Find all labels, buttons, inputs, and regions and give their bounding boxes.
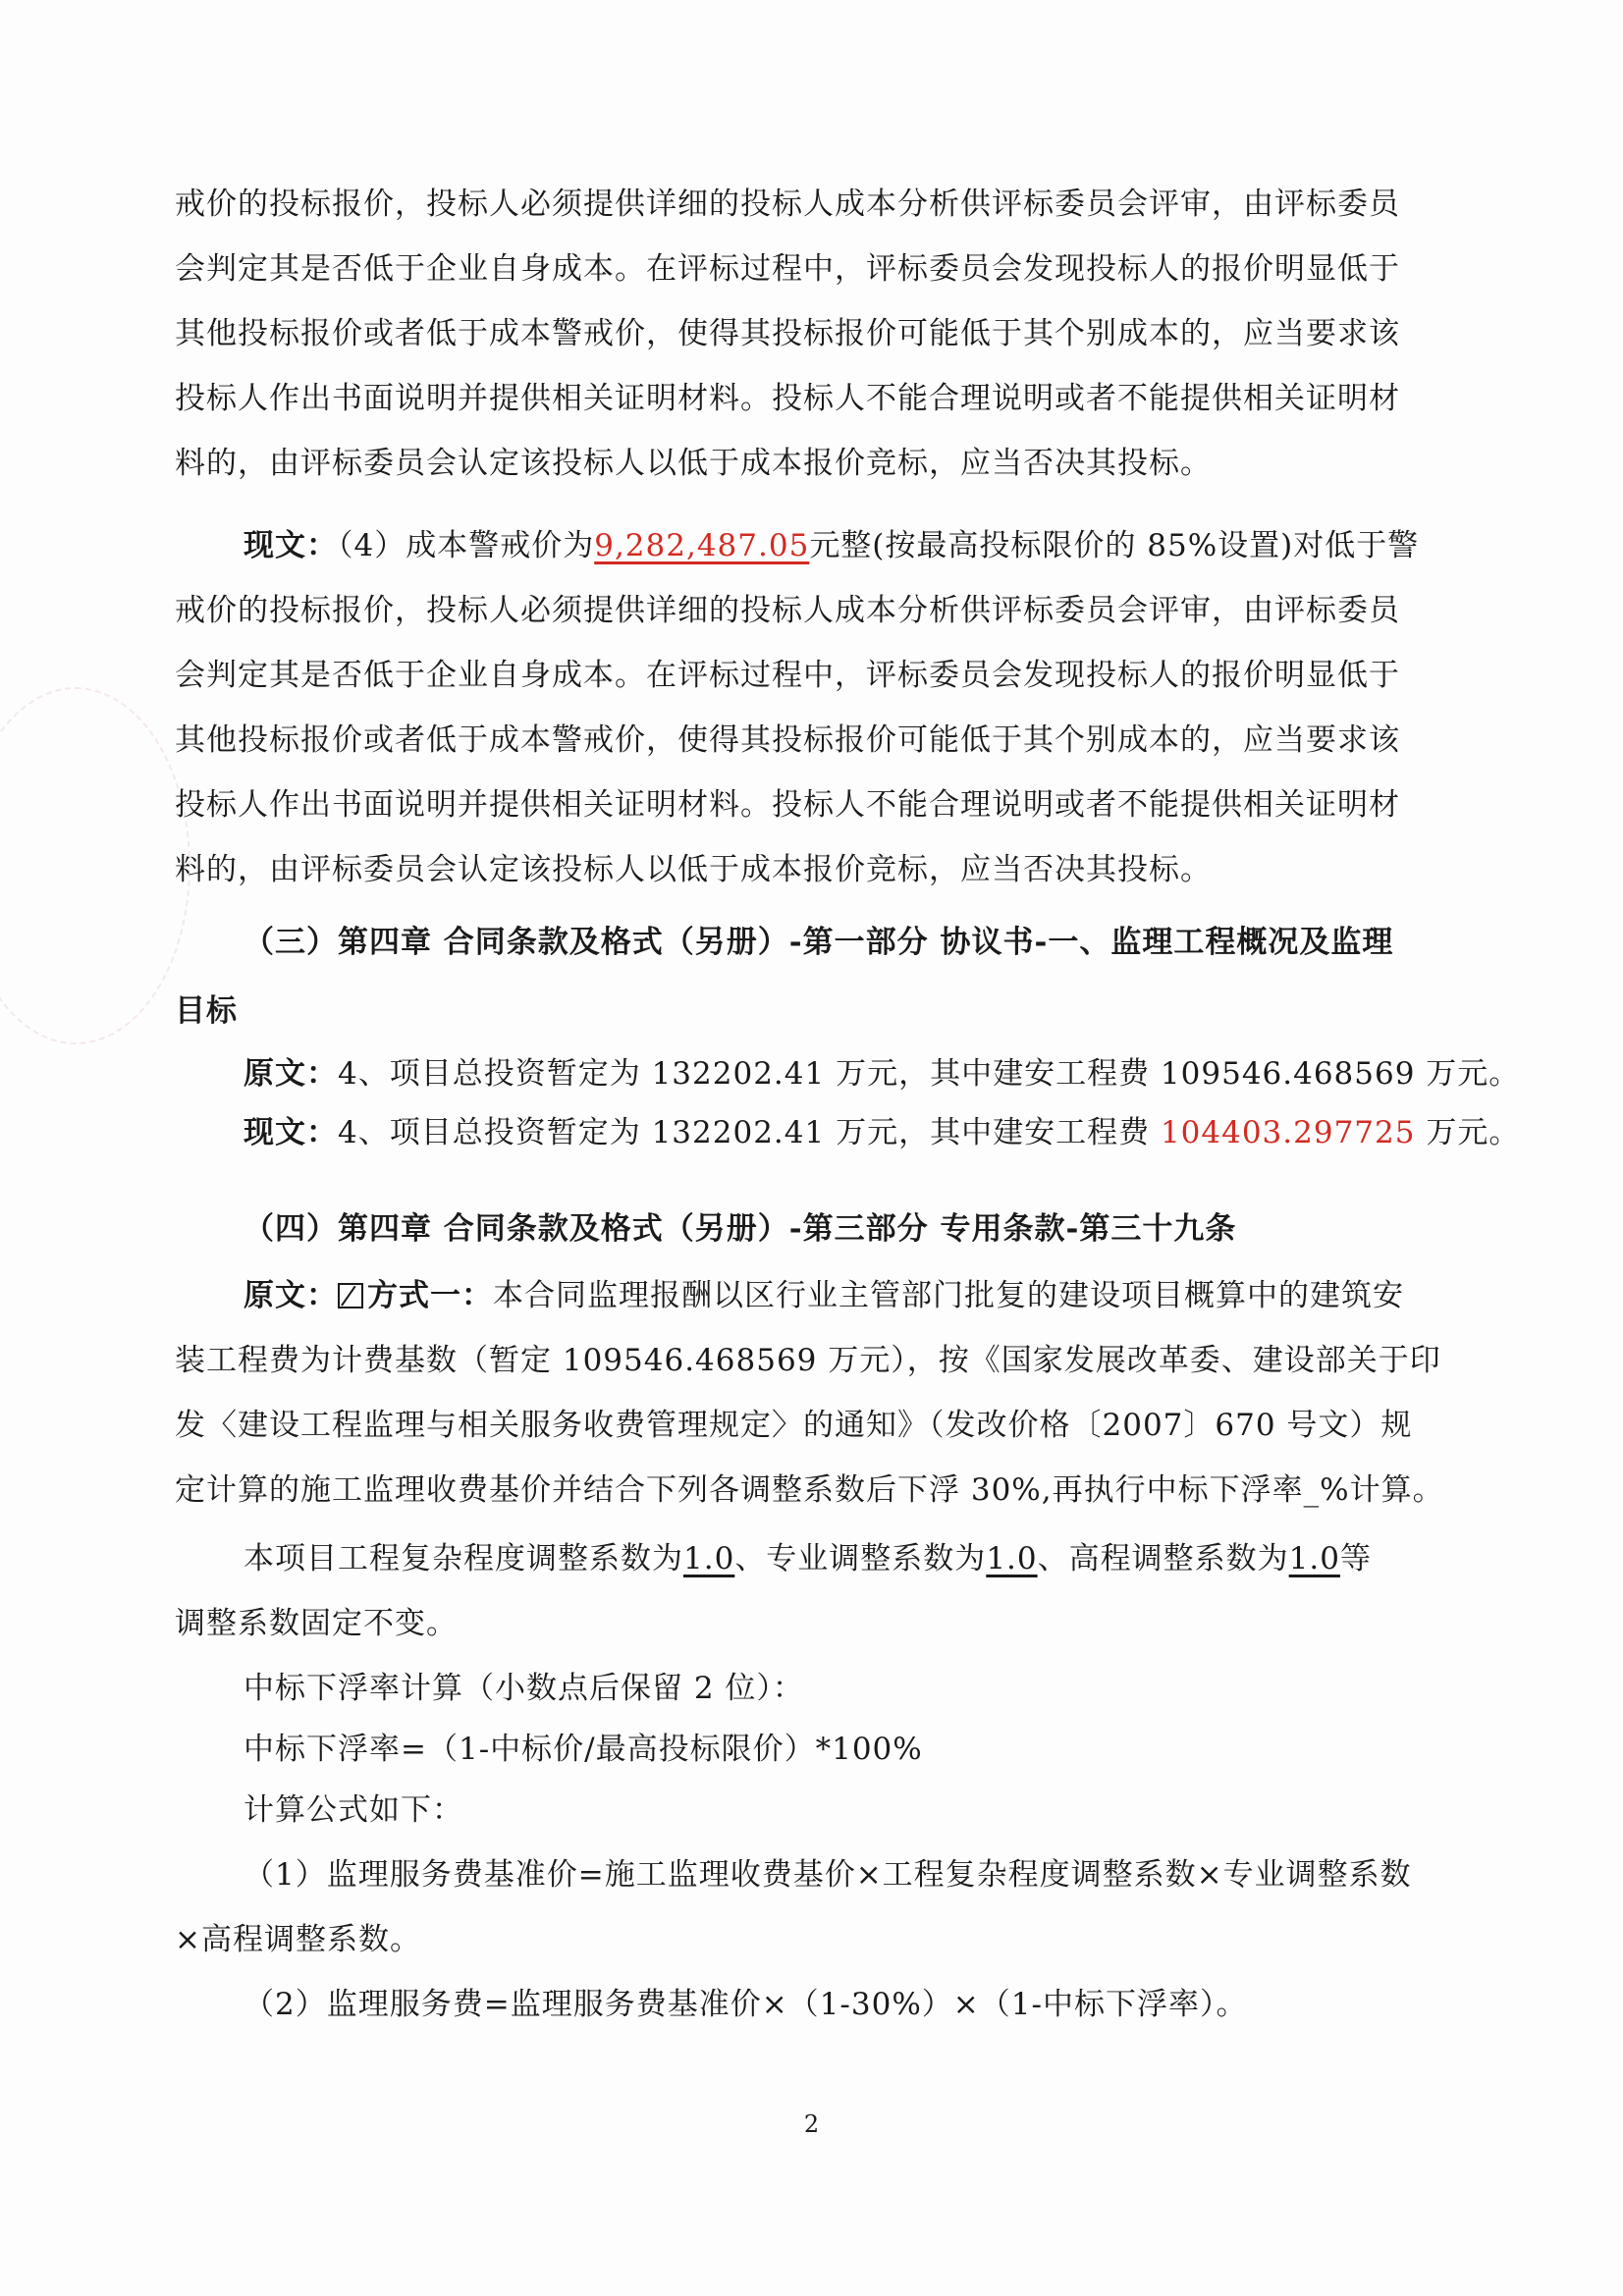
paragraph-line: 料的，由评标委员会认定该投标人以低于成本报价竞标，应当否决其投标。 [175, 852, 1212, 887]
formula-two: （2）监理服务费=监理服务费基准价×（1-30%）×（1-中标下浮率）。 [243, 1987, 1248, 2022]
paragraph-line: 戒价的投标报价，投标人必须提供详细的投标人成本分析供评标委员会评审，由评标委员 [175, 187, 1400, 222]
section-four-original-line [243, 1266, 1520, 1325]
original-text-label: 原文： [243, 1278, 338, 1313]
page-number: 2 [803, 2110, 820, 2138]
method-one-label: 方式一： [367, 1278, 493, 1313]
cost-warning-price: 9,282,487.05 [594, 528, 810, 563]
original-text: 4、项目总投资暂定为 132202.41 万元，其中建安工程费 109546.468569 万元。 [338, 1056, 1521, 1092]
section-three-original [243, 1044, 1520, 1103]
paragraph-line: 投标人作出书面说明并提供相关证明材料。投标人不能合理说明或者不能提供相关证明材 [175, 381, 1400, 416]
paragraph-line: 调整系数固定不变。 [175, 1606, 458, 1641]
section-three-current [243, 1103, 1520, 1162]
current-text-suffix: 万元。 [1415, 1115, 1521, 1150]
faded-seal-mark [0, 687, 190, 1044]
coefficient-prefix: 本项目工程复杂程度调整系数为 [243, 1541, 683, 1576]
specialty-coefficient: 1.0 [986, 1541, 1038, 1576]
coefficient-line [243, 1529, 1520, 1588]
formula-title: 计算公式如下： [243, 1792, 463, 1828]
checked-checkbox-icon [338, 1283, 363, 1308]
complexity-coefficient: 1.0 [683, 1541, 735, 1576]
original-text-label: 原文： [243, 1056, 338, 1092]
section-four-heading: （四）第四章 合同条款及格式（另册）-第三部分 专用条款-第三十九条 [243, 1211, 1237, 1247]
paragraph-line: 会判定其是否低于企业自身成本。在评标过程中，评标委员会发现投标人的报价明显低于 [175, 658, 1400, 693]
clause-prefix: （4）成本警戒价为 [338, 528, 595, 563]
construction-cost-amount: 104403.297725 [1160, 1115, 1416, 1150]
paragraph-line: 会判定其是否低于企业自身成本。在评标过程中，评标委员会发现投标人的报价明显低于 [175, 251, 1400, 287]
elevation-coefficient: 1.0 [1288, 1541, 1340, 1576]
formula-one-cont: ×高程调整系数。 [175, 1922, 421, 1957]
formula-one: （1）监理服务费基准价=施工监理收费基价×工程复杂程度调整系数×专业调整系数 [243, 1857, 1412, 1893]
paragraph-line: 其他投标报价或者低于成本警戒价，使得其投标报价可能低于其个别成本的，应当要求该 [175, 316, 1400, 351]
current-text-label: 现文： [243, 1115, 338, 1150]
coefficient-suffix: 等 [1339, 1541, 1372, 1576]
method-one-text: 本合同监理报酬以区行业主管部门批复的建设项目概算中的建筑安 [493, 1278, 1404, 1313]
paragraph-line: 其他投标报价或者低于成本警戒价，使得其投标报价可能低于其个别成本的，应当要求该 [175, 722, 1400, 758]
rate-formula: 中标下浮率=（1-中标价/最高投标限价）*100% [243, 1732, 923, 1767]
rate-title: 中标下浮率计算（小数点后保留 2 位）： [243, 1671, 804, 1706]
paragraph-line: 定计算的施工监理收费基价并结合下列各调整系数后下浮 30%,再执行中标下浮率_%计算。 [175, 1472, 1444, 1508]
coefficient-mid: 、高程调整系数为 [1037, 1541, 1289, 1576]
clause-suffix: 元整(按最高投标限价的 85%设置)对低于警 [809, 528, 1420, 563]
coefficient-mid: 、专业调整系数为 [734, 1541, 987, 1576]
paragraph-line: 戒价的投标报价，投标人必须提供详细的投标人成本分析供评标委员会评审，由评标委员 [175, 593, 1400, 628]
paragraph-line: 发〈建设工程监理与相关服务收费管理规定〉的通知》（发改价格〔2007〕670 号文）规 [175, 1408, 1413, 1443]
revised-clause-first-line [243, 516, 1520, 575]
paragraph-line: 装工程费为计费基数（暂定 109546.468569 万元），按《国家发展改革委、建设部关于印 [175, 1343, 1441, 1378]
section-three-heading-cont: 目标 [175, 993, 238, 1029]
section-three-heading: （三）第四章 合同条款及格式（另册）-第一部分 协议书-一、监理工程概况及监理 [243, 925, 1394, 960]
current-text-prefix: 4、项目总投资暂定为 132202.41 万元，其中建安工程费 [338, 1115, 1161, 1150]
paragraph-line: 投标人作出书面说明并提供相关证明材料。投标人不能合理说明或者不能提供相关证明材 [175, 787, 1400, 823]
current-text-label: 现文： [243, 528, 338, 563]
paragraph-line: 料的，由评标委员会认定该投标人以低于成本报价竞标，应当否决其投标。 [175, 446, 1212, 481]
